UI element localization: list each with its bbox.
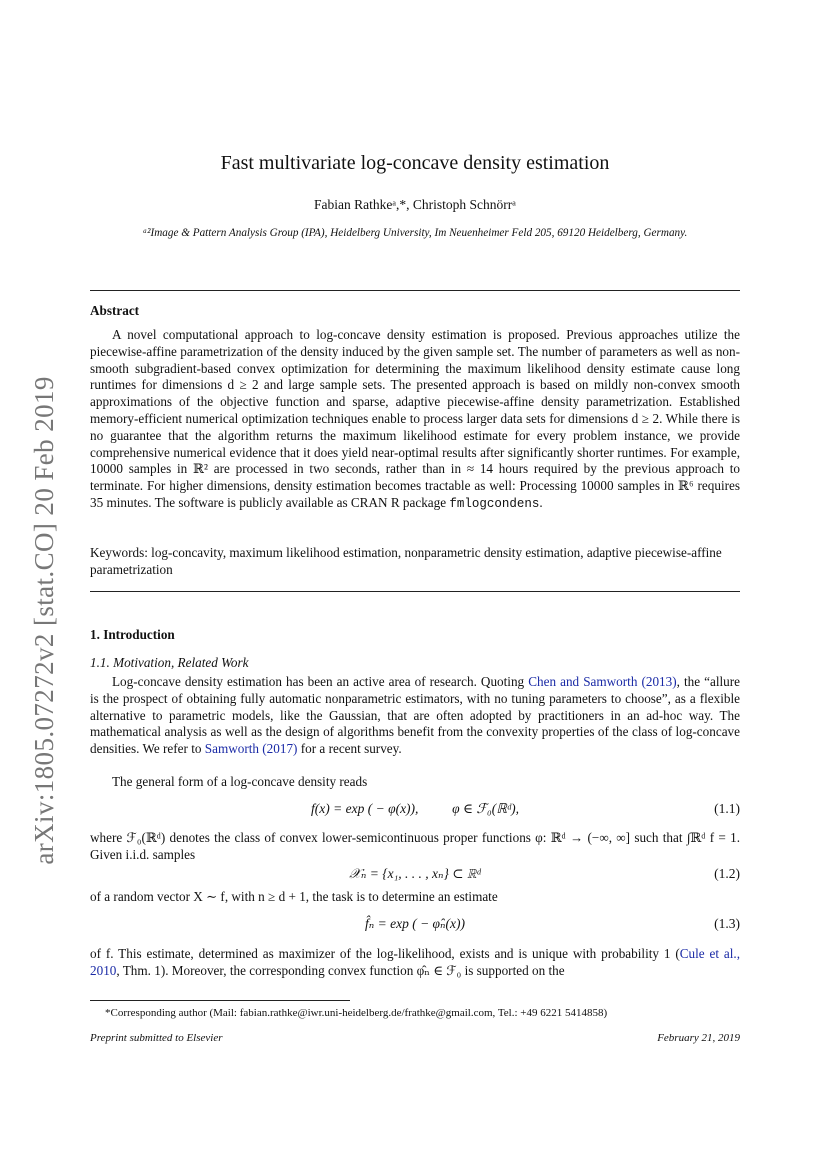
arxiv-id-text: arXiv:1805.07272v2 [stat.CO] 20 Feb 2019 [28,375,59,865]
para1-text-b: , the “allure is the prospect of obtaining fully automatic nonparametric estimators, with no tuning parameters to choose”, as a flexible alternative to parametric models, like the Gaussian, that are often adopted by practitioners in an ad-hoc way. The mathematical analysis as well as the design of algorithms benefit from the convexity properties of the class of log-concave densities. We refer to [90,674,741,757]
author-list: Fabian Rathkeᵃ,*, Christoph Schnörrᵃ [314,197,516,212]
footnote-rule [90,1000,350,1001]
abstract-top-rule [90,290,740,291]
paper-title: Fast multivariate log-concave density estimation [220,152,610,174]
equation-1-1 [90,801,740,821]
equation-1-3 [90,916,740,936]
intro-paragraph-2: The general form of a log-concave density reads [112,774,368,789]
para5-text-b: , Thm. 1). Moreover, the corresponding convex function φ̂ₙ ∈ ℱ₀ is supported on the [116,962,565,978]
abstract-bottom-rule [90,591,740,592]
equation-1-2-number: (1.2) [714,866,740,881]
abstract-text: A novel computational approach to log-concave density estimation is proposed. Previous approaches utilize the piecewise-affine parametrization of the density induced by the given sample set. The number of parameters as well as non-smooth subgradient-based convex optimization for determining the maximum likelihood density estimate cause long runtimes for dimensions d ≥ 2 and large sample sets. The presented approach is based on mildly non-convex smooth approximations of the objective function and sparse, adaptive piecewise-affine density parametrization. Established memory-efficient numerical optimization techniques enable to process larger data sets for dimensions d ≥ 2. While there is no guarantee that the algorithm returns the maximum likelihood estimate for every problem instance, we provide comprehensive numerical evidence that it does yield near-optimal results after significantly shorter runtimes. For example, 10000 samples in ℝ² are processed in two seconds, rather than in ≈ 14 hours required by the previous approach to terminate. For higher dimensions, density estimation becomes tractable as well: Processing 10000 samples in ℝ⁶ requires 35 minutes. The software is publicly available as CRAN R package [90,327,740,510]
abstract-body: A novel computational approach to log-concave density estimation is proposed. Previous approaches utilize the piecewise-affine parametrization of the density induced by the given sample set. The number of parameters as well as non-smooth subgradient-based convex optimization for determining the maximum likelihood density estimate cause long runtimes for dimensions d ≥ 2 and large sample sets. The presented approach is based on mildly non-convex smooth approximations of the objective function and sparse, adaptive piecewise-affine density parametrization. Established memory-efficient numerical optimization techniques enable to process larger data sets for dimensions d ≥ 2. While there is no guarantee that the algorithm returns the maximum likelihood estimate for every problem instance, we provide comprehensive numerical evidence that it does yield near-optimal results after significantly shorter runtimes. For example, 10000 samples in ℝ² are processed in two seconds, rather than in ≈ 14 hours required by the previous approach to terminate. For higher dimensions, density estimation becomes tractable as well: Processing 10000 samples in ℝ⁶ requires 35 minutes. The software is publicly available as CRAN R package fmlogcondens. [90,327,740,511]
equation-1-2 [90,866,740,886]
equation-1-1-body: f(x) = exp ( − φ(x)), φ ∈ ℱ₀(ℝᵈ), [311,801,519,816]
equation-1-1-number: (1.1) [714,801,740,816]
preprint-date: February 21, 2019 [657,1032,740,1044]
intro-paragraph-5 [90,946,740,980]
affiliation: ᵃ²Image & Pattern Analysis Group (IPA), Heidelberg University, Im Neuenheimer Feld 205, 69120 Heidelberg, Germany. [142,227,688,239]
intro-paragraph-4: of a random vector X ∼ f, with n ≥ d + 1, the task is to determine an estimate [90,889,498,904]
equation-1-3-number: (1.3) [714,916,740,931]
equation-1-3-body: f̂ₙ = exp ( − φ̂ₙ(x)) [365,916,465,931]
para1-text-c: for a recent survey. [297,741,402,757]
citation-samworth-2017[interactable]: Samworth (2017) [204,741,298,757]
corresponding-author-footnote: *Corresponding author (Mail: fabian.rathke@iwr.uni-heidelberg.de/frathke@gmail.com, Tel.: +49 6221 5414858) [105,1007,608,1019]
citation-cule-2010[interactable]: Cule et al., 2010 [90,946,740,978]
section-heading-introduction: 1. Introduction [90,627,175,642]
preprint-note: Preprint submitted to Elsevier [90,1032,223,1044]
para5-text-a: of f. This estimate, determined as maximizer of the log-likelihood, exists and is unique with probability 1 ( [90,946,680,961]
arxiv-side-stamp [22,360,66,880]
subsection-heading-motivation: 1.1. Motivation, Related Work [90,655,249,670]
intro-paragraph-3: where ℱ₀(ℝᵈ) denotes the class of convex lower-semicontinuous proper functions φ: ℝᵈ → (−∞, ∞] such that ∫ℝᵈ f = 1. Given i.i.d. samples [90,830,740,862]
keywords: Keywords: log-concavity, maximum likelihood estimation, nonparametric density estimation, adaptive piecewise-affine parametrization [90,545,722,577]
para1-text-a: Log-concave density estimation has been an active area of research. Quoting [112,674,529,689]
package-name: fmlogcondens [449,496,540,511]
citation-chen-samworth[interactable]: Chen and Samworth (2013) [528,674,677,689]
abstract-heading: Abstract [90,303,140,318]
equation-1-2-body: 𝒳ₙ = {x₁, . . . , xₙ} ⊂ ℝᵈ [349,866,481,881]
intro-paragraph-1 [90,674,740,758]
